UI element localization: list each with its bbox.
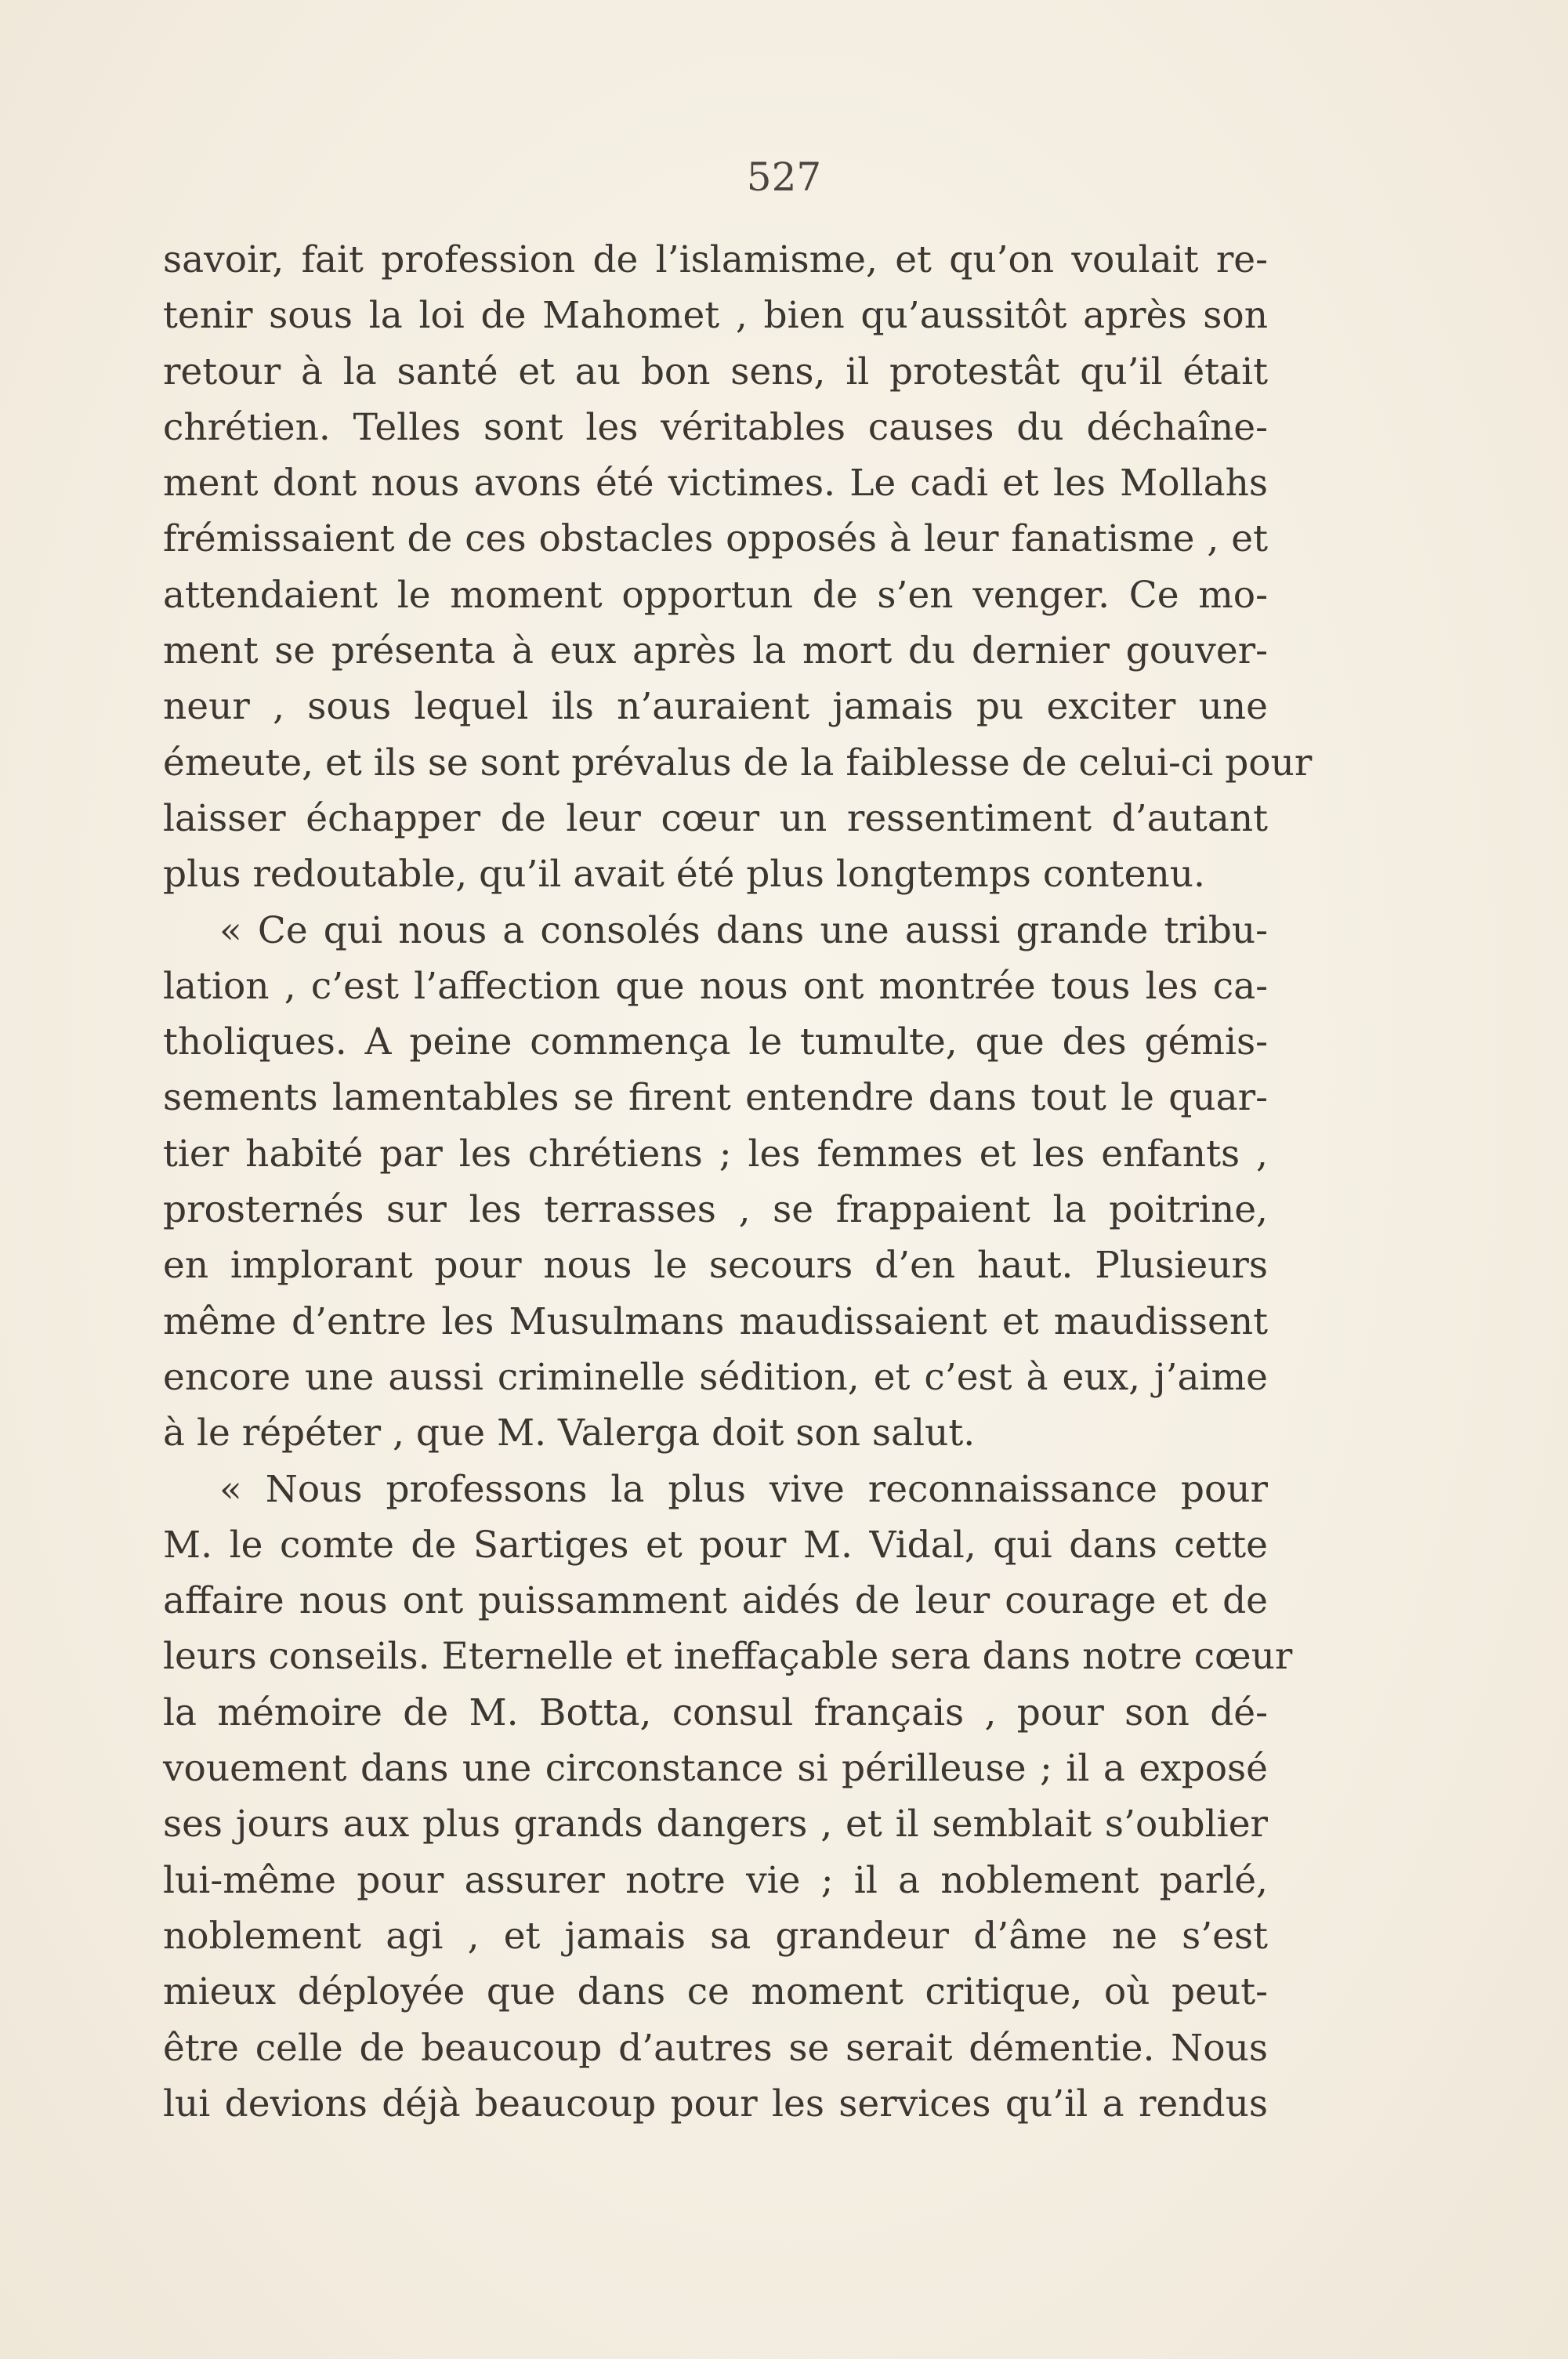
text-line: savoir, fait profession de l’islamisme, et qu’on voulait re- bbox=[163, 238, 1268, 281]
text-line: ses jours aux plus grands dangers , et il semblait s’oublier bbox=[163, 1803, 1268, 1846]
paragraph bbox=[163, 903, 1268, 1462]
text-line: mieux déployée que dans ce moment critique, où peut- bbox=[163, 1970, 1268, 2014]
text-line: laisser échapper de leur cœur un ressentiment d’autant bbox=[163, 796, 1268, 840]
text-line: retour à la santé et au bon sens, il protestât qu’il était bbox=[163, 350, 1268, 393]
text-line: ment se présenta à eux après la mort du dernier gouver- bbox=[163, 629, 1268, 673]
text-line: en implorant pour nous le secours d’en haut. Plusieurs bbox=[163, 1244, 1268, 1288]
text-line: lui-même pour assurer notre vie ; il a noblement parlé, bbox=[163, 1858, 1268, 1902]
text-line: même d’entre les Musulmans maudissaient et maudissent bbox=[163, 1299, 1268, 1343]
text-line: à le répéter , que M. Valerga doit son salut. bbox=[163, 1411, 976, 1455]
text-line: « Ce qui nous a consolés dans une aussi grande tribu- bbox=[219, 908, 1268, 952]
text-line: tier habité par les chrétiens ; les femmes et les enfants , bbox=[163, 1132, 1268, 1176]
text-line: la mémoire de M. Botta, consul français , pour son dé- bbox=[163, 1690, 1268, 1734]
text-line: tenir sous la loi de Mahomet , bien qu’aussitôt après son bbox=[163, 294, 1268, 338]
text-line: leurs conseils. Eternelle et ineffaçable sera dans notre cœur bbox=[163, 1635, 1293, 1679]
body-text bbox=[163, 232, 1313, 2132]
text-line: neur , sous lequel ils n’auraient jamais pu exciter une bbox=[163, 685, 1268, 729]
text-line: noblement agi , et jamais sa grandeur d’âme ne s’est bbox=[163, 1914, 1268, 1958]
text-line: lui devions déjà beaucoup pour les services qu’il a rendus bbox=[163, 2082, 1268, 2125]
text-line: lation , c’est l’affection que nous ont montrée tous les ca- bbox=[163, 964, 1268, 1008]
text-line: ment dont nous avons été victimes. Le cadi et les Mollahs bbox=[163, 462, 1268, 506]
text-line: émeute, et ils se sont prévalus de la faiblesse de celui-ci pour bbox=[163, 741, 1313, 785]
text-line: sements lamentables se firent entendre dans tout le quar- bbox=[163, 1076, 1268, 1120]
text-line: affaire nous ont puissamment aidés de leur courage et de bbox=[163, 1579, 1268, 1623]
text-line: vouement dans une circonstance si périlleuse ; il a exposé bbox=[163, 1747, 1268, 1791]
text-line: plus redoutable, qu’il avait été plus longtemps contenu. bbox=[163, 853, 1205, 897]
paragraph bbox=[163, 232, 1313, 903]
text-line: être celle de beaucoup d’autres se serait démentie. Nous bbox=[163, 2026, 1268, 2070]
text-line: attendaient le moment opportun de s’en venger. Ce mo- bbox=[163, 573, 1268, 617]
text-line: M. le comte de Sartiges et pour M. Vidal, qui dans cette bbox=[163, 1523, 1268, 1567]
text-line: « Nous professons la plus vive reconnaissance pour bbox=[219, 1467, 1268, 1511]
text-line: tholiques. A peine commença le tumulte, que des gémis- bbox=[163, 1020, 1268, 1064]
text-line: prosternés sur les terrasses , se frappaient la poitrine, bbox=[163, 1188, 1268, 1232]
page-number: 527 bbox=[746, 154, 822, 200]
text-line: encore une aussi criminelle sédition, et c’est à eux, j’aime bbox=[163, 1355, 1268, 1399]
text-line: chrétien. Telles sont les véritables causes du déchaîne- bbox=[163, 405, 1268, 449]
paragraph bbox=[163, 1462, 1293, 2133]
text-line: frémissaient de ces obstacles opposés à leur fanatisme , et bbox=[163, 517, 1268, 561]
